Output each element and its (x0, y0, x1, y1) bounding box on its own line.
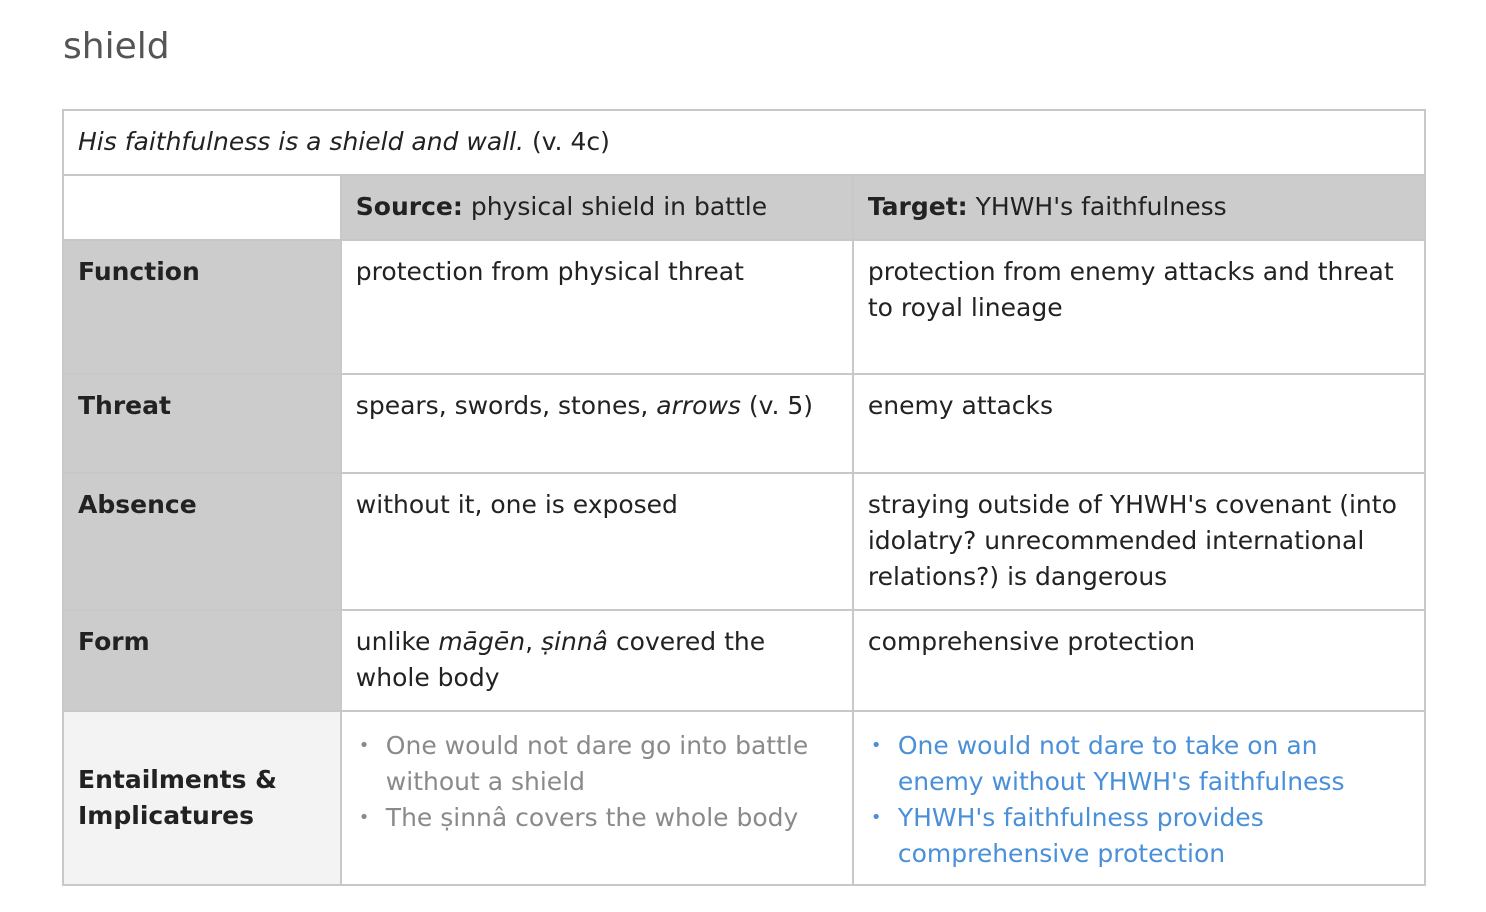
source-cell (341, 610, 853, 711)
list-item: • The ṣinnâ covers the whole body (386, 800, 838, 836)
source-header-text: physical shield in battle (470, 192, 768, 221)
list-item: • One would not dare go into battle without a shield (386, 728, 838, 800)
list-item: • One would not dare to take on an enemy without YHWH's faithfulness (898, 728, 1410, 800)
target-cell: comprehensive protection (853, 610, 1425, 711)
source-cell: protection from physical threat (341, 240, 853, 374)
row-label: Absence (63, 473, 341, 610)
target-header-label: Target: (867, 192, 968, 221)
target-header-text: YHWH's faithfulness (975, 192, 1227, 221)
caption-cell (63, 110, 1425, 175)
table-row-function (63, 240, 1425, 374)
source-cell (341, 374, 853, 473)
target-cell (853, 711, 1425, 885)
caption-ref: (v. 4c) (531, 127, 610, 156)
source-header-label: Source: (355, 192, 463, 221)
source-header (341, 175, 853, 240)
table-row-absence (63, 473, 1425, 610)
caption-quote: His faithfulness is a shield and wall. (78, 127, 524, 156)
table-row-threat (63, 374, 1425, 473)
list-item: • YHWH's faithfulness provides comprehensive protection (898, 800, 1410, 872)
source-separator: , (525, 627, 534, 656)
row-label: Function (63, 240, 341, 374)
table-row-entailments (63, 711, 1425, 885)
target-bullet-list (868, 728, 1410, 872)
source-ref: (v. 5) (748, 391, 814, 420)
source-bullet-list (356, 728, 838, 836)
target-cell: protection from enemy attacks and threat to royal lineage (853, 240, 1425, 374)
corner-cell (63, 175, 341, 240)
source-italic-sinna: ṣinnâ (541, 627, 608, 656)
target-header (853, 175, 1425, 240)
row-label: Entailments & Implicatures (63, 711, 341, 885)
target-cell: enemy attacks (853, 374, 1425, 473)
row-label: Threat (63, 374, 341, 473)
source-cell (341, 711, 853, 885)
source-italic: arrows (656, 391, 741, 420)
target-cell: straying outside of YHWH's covenant (into idolatry? unrecommended international relations?) is dangerous (853, 473, 1425, 610)
source-cell: without it, one is exposed (341, 473, 853, 610)
table-row-form (63, 610, 1425, 711)
caption-row (63, 110, 1425, 175)
source-text: unlike (355, 627, 431, 656)
header-row (63, 175, 1425, 240)
source-text: spears, swords, stones, (355, 391, 649, 420)
source-italic-magen: māgēn (438, 627, 526, 656)
metaphor-table (62, 109, 1426, 886)
row-label: Form (63, 610, 341, 711)
source-text-suffix: covered the whole body (355, 627, 766, 692)
page-title: shield (63, 26, 170, 67)
